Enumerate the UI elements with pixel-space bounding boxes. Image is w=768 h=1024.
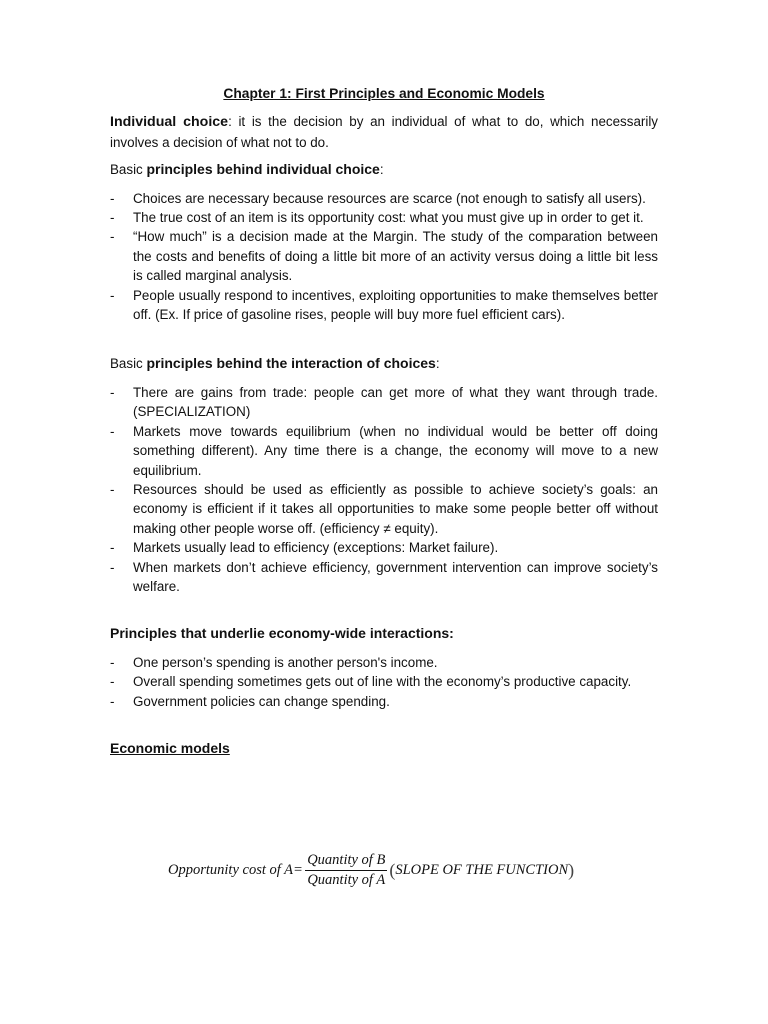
section-individual-choice-heading — [110, 160, 658, 179]
list-item-text: Markets usually lead to efficiency (exceptions: Market failure). — [133, 540, 499, 556]
heading-text: principles behind the interaction of choices — [146, 355, 436, 372]
list-item-text: The true cost of an item is its opportunity cost: what you must give up in order to get it. — [133, 210, 644, 226]
economic-models-heading: Economic models — [110, 739, 230, 756]
formula-lhs: Opportunity cost of A — [168, 861, 293, 878]
formula-note: SLOPE OF THE FUNCTION — [395, 861, 569, 878]
list-item — [110, 286, 658, 325]
list-item — [110, 692, 658, 711]
individual-choice-term: Individual choice — [110, 114, 229, 131]
list-item — [110, 208, 658, 227]
section-interaction-heading — [110, 354, 658, 373]
section-economy-wide-heading: Principles that underlie economy-wide interactions: — [110, 625, 454, 642]
economy-wide-list — [110, 653, 658, 711]
bullet-dash: - — [110, 559, 115, 575]
bullet-dash: - — [110, 540, 115, 556]
list-item — [110, 672, 658, 691]
list-item — [110, 189, 658, 208]
list-item-text: People usually respond to incentives, exploiting opportunities to make themselves better off. (Ex. If price of gasoline rises, people will buy more fuel efficient cars). — [133, 287, 658, 323]
formula-numerator: Quantity of B — [307, 852, 386, 868]
spacer — [110, 711, 658, 739]
list-item-text: Resources should be used as efficiently as possible to achieve society’s goals: an economy is efficient if it takes all opportunities to make some people better off without making other people worse off. (efficiency ≠ equity). — [133, 481, 658, 536]
individual-choice-list — [110, 189, 658, 325]
list-item — [110, 538, 658, 557]
bullet-dash: - — [110, 654, 115, 670]
individual-choice-definition: : it is the decision by an individual of what to do, which necessarily involves a decision of what not to do. — [110, 114, 658, 150]
list-item-text: There are gains from trade: people can get more of what they want through trade. (SPECIALIZATION) — [133, 384, 658, 420]
list-item — [110, 558, 658, 597]
heading-prefix: Basic — [110, 162, 147, 178]
formula-fraction — [305, 852, 387, 889]
list-item-text: Government policies can change spending. — [133, 693, 390, 709]
list-item-text: Markets move towards equilibrium (when no individual would be better off doing something different). Any time there is a change, the economy will move to a new equilibrium. — [133, 423, 658, 478]
document-body — [110, 84, 658, 758]
heading-suffix: : — [379, 162, 384, 178]
bullet-dash: - — [110, 674, 115, 690]
list-item-text: When markets don’t achieve efficiency, government intervention can improve society’s welfare. — [133, 559, 658, 594]
list-item — [110, 422, 658, 480]
bullet-dash: - — [110, 423, 115, 439]
list-item — [110, 227, 658, 285]
chapter-title: Chapter 1: First Principles and Economic Models — [223, 86, 545, 101]
bullet-dash: - — [110, 481, 115, 497]
list-item-text: Overall spending sometimes gets out of line with the economy’s productive capacity. — [133, 674, 632, 690]
list-item-text: “How much” is a decision made at the Margin. The study of the comparation between the costs and benefits of doing a little bit more of an activity versus doing a little bit less is called marginal analysis. — [133, 229, 658, 284]
heading-suffix: : — [435, 356, 440, 372]
individual-choice-paragraph — [110, 112, 658, 152]
bullet-dash: - — [110, 384, 115, 400]
bullet-dash: - — [110, 190, 115, 206]
close-paren: ) — [568, 859, 575, 880]
bullet-dash: - — [110, 693, 115, 709]
open-paren: ( — [389, 859, 396, 880]
formula-denominator: Quantity of A — [307, 872, 386, 888]
formula-equals: = — [294, 861, 303, 878]
list-item-text: One person’s spending is another person's income. — [133, 654, 438, 670]
interaction-list — [110, 383, 658, 596]
spacer — [110, 596, 658, 624]
list-item-text: Choices are necessary because resources are scarce (not enough to satisfy all users). — [133, 190, 646, 206]
bullet-dash: - — [110, 210, 115, 226]
list-item — [110, 653, 658, 672]
list-item — [110, 383, 658, 422]
list-item — [110, 480, 658, 538]
heading-prefix: Basic — [110, 356, 147, 372]
spacer — [110, 324, 658, 354]
bullet-dash: - — [110, 229, 115, 245]
bullet-dash: - — [110, 287, 115, 303]
opportunity-cost-formula — [168, 852, 574, 889]
heading-text: principles behind individual choice — [146, 161, 380, 178]
